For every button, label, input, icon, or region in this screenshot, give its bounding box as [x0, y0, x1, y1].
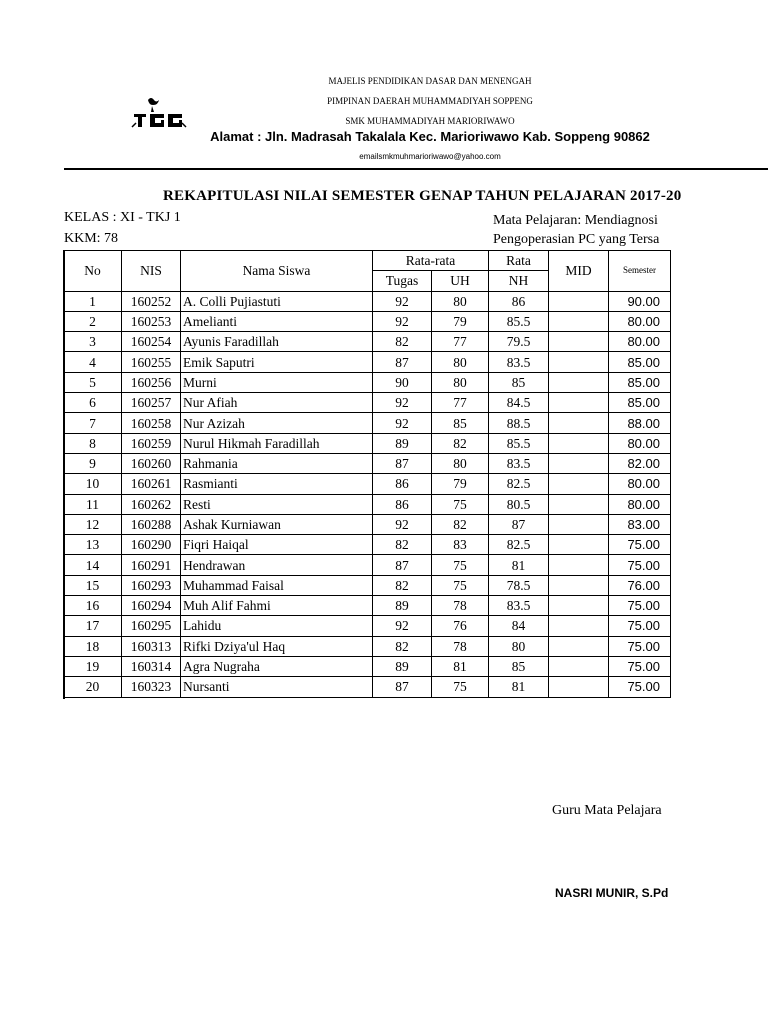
cell-nama: A. Colli Pujiastuti: [181, 291, 373, 311]
cell-uh: 82: [432, 514, 489, 534]
cell-mid: [549, 514, 609, 534]
cell-nis: 160261: [122, 474, 181, 494]
cell-semester: 80.00: [609, 474, 671, 494]
org-line-3: SMK MUHAMMADIYAH MARIORIWAWO: [345, 116, 515, 126]
cell-nis: 160313: [122, 636, 181, 656]
cell-semester: 88.00: [609, 413, 671, 433]
cell-semester: 85.00: [609, 372, 671, 392]
cell-tugas: 92: [373, 413, 432, 433]
cell-no: 2: [64, 311, 122, 331]
cell-nama: Nursanti: [181, 677, 373, 697]
cell-tugas: 92: [373, 311, 432, 331]
cell-nh: 82.5: [489, 474, 549, 494]
cell-nis: 160257: [122, 393, 181, 413]
cell-uh: 80: [432, 352, 489, 372]
cell-semester: 85.00: [609, 352, 671, 372]
cell-uh: 82: [432, 433, 489, 453]
cell-semester: 75.00: [609, 555, 671, 575]
cell-mid: [549, 474, 609, 494]
cell-nh: 85: [489, 656, 549, 676]
cell-semester: 82.00: [609, 453, 671, 473]
cell-mid: [549, 494, 609, 514]
teacher-signature-name: NASRI MUNIR, S.Pd: [555, 886, 669, 900]
table-row: [64, 352, 671, 372]
cell-uh: 80: [432, 453, 489, 473]
col-header-uh: UH: [432, 271, 489, 291]
cell-nis: 160262: [122, 494, 181, 514]
table-row: [64, 494, 671, 514]
cell-tugas: 82: [373, 332, 432, 352]
cell-no: 7: [64, 413, 122, 433]
cell-semester: 75.00: [609, 636, 671, 656]
cell-uh: 76: [432, 616, 489, 636]
cell-semester: 83.00: [609, 514, 671, 534]
cell-tugas: 92: [373, 393, 432, 413]
cell-tugas: 86: [373, 474, 432, 494]
table-row: [64, 453, 671, 473]
cell-semester: 85.00: [609, 393, 671, 413]
cell-no: 3: [64, 332, 122, 352]
cell-nh: 85.5: [489, 311, 549, 331]
cell-nama: Ayunis Faradillah: [181, 332, 373, 352]
cell-no: 14: [64, 555, 122, 575]
cell-tugas: 86: [373, 494, 432, 514]
cell-nama: Muh Alif Fahmi: [181, 596, 373, 616]
table-row: [64, 575, 671, 595]
cell-mid: [549, 636, 609, 656]
col-header-no: No: [64, 251, 122, 292]
cell-uh: 77: [432, 332, 489, 352]
cell-semester: 75.00: [609, 535, 671, 555]
cell-mid: [549, 332, 609, 352]
col-header-rata: Rata: [489, 251, 549, 271]
cell-uh: 80: [432, 291, 489, 311]
cell-tugas: 82: [373, 636, 432, 656]
cell-nama: Muhammad Faisal: [181, 575, 373, 595]
cell-tugas: 92: [373, 616, 432, 636]
table-row: [64, 372, 671, 392]
table-row: [64, 555, 671, 575]
cell-semester: 80.00: [609, 433, 671, 453]
cell-nh: 79.5: [489, 332, 549, 352]
cell-uh: 78: [432, 596, 489, 616]
col-header-nh: NH: [489, 271, 549, 291]
cell-mid: [549, 413, 609, 433]
cell-nama: Nur Afiah: [181, 393, 373, 413]
cell-uh: 83: [432, 535, 489, 555]
cell-no: 9: [64, 453, 122, 473]
cell-tugas: 89: [373, 596, 432, 616]
cell-nama: Resti: [181, 494, 373, 514]
cell-tugas: 87: [373, 352, 432, 372]
cell-nh: 81: [489, 677, 549, 697]
cell-nis: 160314: [122, 656, 181, 676]
cell-nis: 160260: [122, 453, 181, 473]
cell-uh: 77: [432, 393, 489, 413]
cell-no: 10: [64, 474, 122, 494]
cell-nis: 160254: [122, 332, 181, 352]
cell-semester: 76.00: [609, 575, 671, 595]
cell-nis: 160259: [122, 433, 181, 453]
cell-nh: 85.5: [489, 433, 549, 453]
cell-mid: [549, 677, 609, 697]
cell-no: 6: [64, 393, 122, 413]
cell-nama: Nur Azizah: [181, 413, 373, 433]
cell-no: 17: [64, 616, 122, 636]
cell-uh: 85: [432, 413, 489, 433]
cell-nh: 78.5: [489, 575, 549, 595]
cell-nama: Hendrawan: [181, 555, 373, 575]
table-row: [64, 677, 671, 697]
cell-no: 19: [64, 656, 122, 676]
table-row: [64, 332, 671, 352]
cell-nh: 85: [489, 372, 549, 392]
grades-table: [63, 250, 671, 698]
cell-no: 8: [64, 433, 122, 453]
cell-nama: Rasmianti: [181, 474, 373, 494]
cell-nh: 83.5: [489, 352, 549, 372]
cell-semester: 75.00: [609, 656, 671, 676]
cell-nis: 160291: [122, 555, 181, 575]
cell-no: 12: [64, 514, 122, 534]
cell-tugas: 87: [373, 555, 432, 575]
cell-semester: 80.00: [609, 494, 671, 514]
cell-nis: 160256: [122, 372, 181, 392]
cell-uh: 75: [432, 677, 489, 697]
table-row: [64, 656, 671, 676]
cell-tugas: 92: [373, 514, 432, 534]
col-header-rata-rata: Rata-rata: [373, 251, 489, 271]
col-header-nama: Nama Siswa: [181, 251, 373, 292]
col-header-tugas: Tugas: [373, 271, 432, 291]
cell-mid: [549, 291, 609, 311]
cell-mid: [549, 596, 609, 616]
subject-label: Mata Pelajaran: Mendiagnosi: [493, 213, 658, 228]
cell-tugas: 82: [373, 535, 432, 555]
table-row: [64, 514, 671, 534]
cell-no: 5: [64, 372, 122, 392]
cell-mid: [549, 433, 609, 453]
header-divider: [64, 168, 768, 170]
cell-nh: 86: [489, 291, 549, 311]
cell-mid: [549, 393, 609, 413]
col-header-semester: Semester: [609, 251, 671, 292]
school-address: Alamat : Jln. Madrasah Takalala Kec. Marioriwawo Kab. Soppeng 90862: [210, 129, 650, 144]
table-row: [64, 616, 671, 636]
cell-mid: [549, 575, 609, 595]
cell-nis: 160290: [122, 535, 181, 555]
cell-nis: 160293: [122, 575, 181, 595]
cell-nis: 160252: [122, 291, 181, 311]
cell-nis: 160294: [122, 596, 181, 616]
cell-nama: Rifki Dziya'ul Haq: [181, 636, 373, 656]
cell-nh: 84: [489, 616, 549, 636]
cell-mid: [549, 453, 609, 473]
table-row: [64, 636, 671, 656]
cell-tugas: 90: [373, 372, 432, 392]
cell-uh: 75: [432, 575, 489, 595]
table-row: [64, 413, 671, 433]
cell-no: 13: [64, 535, 122, 555]
table-row: [64, 474, 671, 494]
cell-nama: Ashak Kurniawan: [181, 514, 373, 534]
cell-nis: 160253: [122, 311, 181, 331]
cell-nh: 82.5: [489, 535, 549, 555]
cell-uh: 75: [432, 555, 489, 575]
cell-nh: 84.5: [489, 393, 549, 413]
cell-uh: 78: [432, 636, 489, 656]
cell-nh: 81: [489, 555, 549, 575]
cell-uh: 75: [432, 494, 489, 514]
cell-no: 18: [64, 636, 122, 656]
school-email: emailsmkmuhmarioriwawo@yahoo.com: [359, 152, 501, 161]
cell-semester: 80.00: [609, 311, 671, 331]
cell-nis: 160295: [122, 616, 181, 636]
cell-nama: Nurul Hikmah Faradillah: [181, 433, 373, 453]
cell-nis: 160288: [122, 514, 181, 534]
table-row: [64, 393, 671, 413]
table-row: [64, 596, 671, 616]
cell-nama: Rahmania: [181, 453, 373, 473]
cell-uh: 81: [432, 656, 489, 676]
cell-no: 15: [64, 575, 122, 595]
cell-uh: 79: [432, 474, 489, 494]
col-header-mid: MID: [549, 251, 609, 292]
cell-nh: 83.5: [489, 596, 549, 616]
cell-nis: 160255: [122, 352, 181, 372]
cell-semester: 90.00: [609, 291, 671, 311]
org-line-1: MAJELIS PENDIDIKAN DASAR DAN MENENGAH: [328, 76, 532, 86]
table-row: [64, 311, 671, 331]
cell-nh: 88.5: [489, 413, 549, 433]
cell-mid: [549, 555, 609, 575]
table-row: [64, 535, 671, 555]
school-logo: [130, 92, 190, 132]
cell-uh: 80: [432, 372, 489, 392]
class-label: KELAS : XI - TKJ 1: [64, 210, 181, 225]
cell-mid: [549, 311, 609, 331]
kkm-label: KKM: 78: [64, 231, 119, 246]
org-line-2: PIMPINAN DAERAH MUHAMMADIYAH SOPPENG: [327, 96, 533, 106]
cell-tugas: 82: [373, 575, 432, 595]
cell-tugas: 89: [373, 433, 432, 453]
cell-mid: [549, 656, 609, 676]
cell-semester: 80.00: [609, 332, 671, 352]
cell-no: 1: [64, 291, 122, 311]
cell-uh: 79: [432, 311, 489, 331]
cell-semester: 75.00: [609, 596, 671, 616]
cell-nh: 87: [489, 514, 549, 534]
cell-mid: [549, 616, 609, 636]
cell-nama: Murni: [181, 372, 373, 392]
cell-nama: Amelianti: [181, 311, 373, 331]
table-row: [64, 291, 671, 311]
cell-mid: [549, 372, 609, 392]
cell-nh: 83.5: [489, 453, 549, 473]
report-title: REKAPITULASI NILAI SEMESTER GENAP TAHUN PELAJARAN 2017-20: [163, 188, 682, 204]
table-bottom-border: [120, 697, 670, 698]
cell-nama: Fiqri Haiqal: [181, 535, 373, 555]
subject-label-cont: Pengoperasian PC yang Tersa: [493, 232, 660, 247]
cell-semester: 75.00: [609, 616, 671, 636]
cell-tugas: 87: [373, 677, 432, 697]
cell-tugas: 87: [373, 453, 432, 473]
cell-tugas: 89: [373, 656, 432, 676]
cell-no: 4: [64, 352, 122, 372]
cell-no: 11: [64, 494, 122, 514]
cell-no: 20: [64, 677, 122, 697]
cell-nama: Lahidu: [181, 616, 373, 636]
cell-nis: 160258: [122, 413, 181, 433]
teacher-label: Guru Mata Pelajara: [552, 803, 662, 818]
cell-nama: Emik Saputri: [181, 352, 373, 372]
cell-nh: 80.5: [489, 494, 549, 514]
cell-no: 16: [64, 596, 122, 616]
cell-nama: Agra Nugraha: [181, 656, 373, 676]
col-header-nis: NIS: [122, 251, 181, 292]
grades-table-body: [64, 291, 671, 697]
table-left-border: [63, 250, 65, 699]
cell-nh: 80: [489, 636, 549, 656]
table-row: [64, 433, 671, 453]
cell-mid: [549, 352, 609, 372]
cell-tugas: 92: [373, 291, 432, 311]
cell-nis: 160323: [122, 677, 181, 697]
cell-semester: 75.00: [609, 677, 671, 697]
cell-mid: [549, 535, 609, 555]
